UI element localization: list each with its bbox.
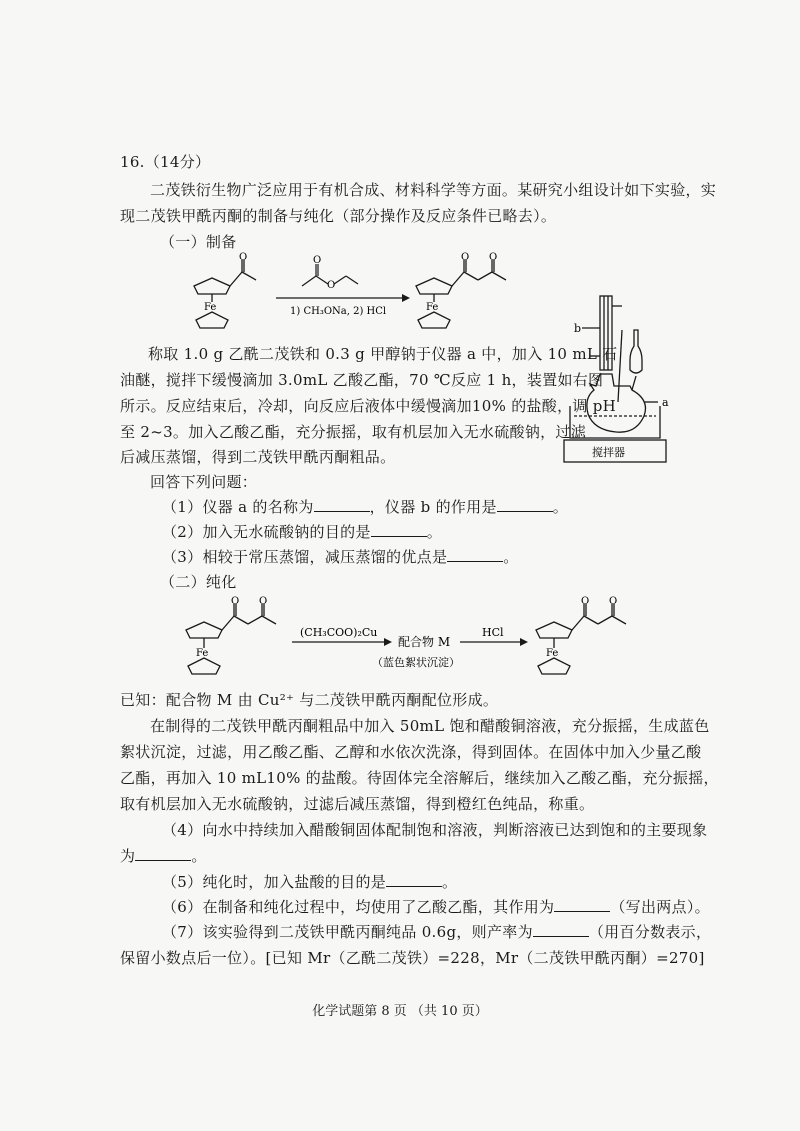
question-7-line-2: 保留小数点后一位）。[已知 Mr（乙酰二茂铁）=228，Mr（二茂铁甲酰丙酮）=270] bbox=[120, 949, 705, 967]
pure-product-structure bbox=[536, 604, 626, 674]
intermediate-m: 配合物 M bbox=[398, 635, 451, 649]
fe-label-s2-left: Fe bbox=[196, 648, 209, 659]
q6-end: （写出两点）。 bbox=[610, 898, 710, 916]
label-a: a bbox=[662, 396, 669, 409]
q2-blank[interactable] bbox=[371, 522, 427, 537]
ferrocenoylacetone-structure bbox=[416, 260, 506, 328]
procedure2-line-3: 乙酯，再加入 10 mL10% 的盐酸。待固体完全溶解后，继续加入乙酸乙酯，充分振摇， bbox=[120, 769, 719, 787]
q4-text: 为 bbox=[120, 847, 136, 865]
label-b: b bbox=[574, 322, 582, 335]
known-statement: 已知：配合物 M 由 Cu²⁺ 与二茂铁甲酰丙酮配位形成。 bbox=[120, 691, 499, 709]
procedure1-line-2: 油醚，搅拌下缓慢滴加 3.0mL 乙酸乙酯，70 ℃反应 1 h，装置如右图 bbox=[120, 371, 604, 389]
reaction-conditions: 1) CH₃ONa, 2) HCl bbox=[290, 306, 387, 317]
q1-text-b: ，仪器 b 的作用是 bbox=[369, 498, 497, 516]
part1-title: （一）制备 bbox=[160, 233, 237, 251]
question-4-line-2 bbox=[120, 846, 207, 866]
q6-blank[interactable] bbox=[554, 897, 610, 912]
reaction-scheme-1 bbox=[180, 252, 540, 338]
q6-text: （6）在制备和纯化过程中，均使用了乙酸乙酯，其作用为 bbox=[162, 898, 555, 916]
question-7-line-1 bbox=[162, 922, 711, 942]
stirrer-label: 搅拌器 bbox=[592, 446, 625, 459]
question-6 bbox=[162, 897, 710, 917]
carbonyl-o-right-2: O bbox=[489, 252, 498, 263]
procedure2-line-4: 取有机层加入无水硫酸钠，过滤后减压蒸馏，得到橙红色纯品，称重。 bbox=[120, 795, 595, 813]
procedure2-line-1: 在制得的二茂铁甲酰丙酮粗品中加入 50mL 饱和醋酸铜溶液，充分振摇，生成蓝色 bbox=[150, 717, 710, 735]
s2-o-right-2: O bbox=[609, 596, 618, 607]
acetylferrocene-structure bbox=[194, 260, 256, 328]
q5-blank[interactable] bbox=[386, 872, 442, 887]
ester-carbonyl-o: O bbox=[313, 255, 322, 266]
fe-label-s2-right: Fe bbox=[546, 648, 559, 659]
reagent-hcl: HCl bbox=[482, 626, 504, 639]
procedure1-line-5: 后减压蒸馏，得到二茂铁甲酰丙酮粗品。 bbox=[120, 448, 396, 466]
carbonyl-o-left: O bbox=[239, 252, 248, 263]
q4-end: 。 bbox=[191, 847, 207, 865]
q1-end: 。 bbox=[552, 498, 569, 516]
reaction-scheme-2 bbox=[180, 594, 640, 686]
q3-end: 。 bbox=[503, 548, 519, 566]
q2-end: 。 bbox=[426, 523, 443, 541]
q1-blank-a[interactable] bbox=[314, 497, 370, 512]
fe-label-left: Fe bbox=[204, 302, 217, 313]
q4-blank[interactable] bbox=[135, 846, 191, 861]
arrow-head-1 bbox=[402, 294, 410, 302]
q7-text-end: （用百分数表示， bbox=[588, 923, 712, 941]
arrow-head-2b bbox=[520, 638, 528, 646]
carbonyl-o-right-1: O bbox=[461, 252, 470, 263]
arrow-head-2a bbox=[384, 638, 392, 646]
intro-line-1: 二茂铁衍生物广泛应用于有机合成、材料科学等方面。某研究小组设计如下实验，实 bbox=[150, 181, 717, 199]
question-5 bbox=[162, 872, 457, 892]
procedure1-line-1: 称取 1.0 g 乙酰二茂铁和 0.3 g 甲醇钠于仪器 a 中，加入 10 mL 石 bbox=[148, 345, 618, 363]
question-3 bbox=[162, 547, 519, 567]
intro-line-2: 现二茂铁甲酰丙酮的制备与纯化（部分操作及反应条件已略去）。 bbox=[120, 207, 557, 225]
part2-title: （二）纯化 bbox=[160, 573, 237, 591]
s2-o-left-1: O bbox=[231, 596, 240, 607]
q7-blank[interactable] bbox=[533, 922, 589, 937]
q1-text-a: （1）仪器 a 的名称为 bbox=[162, 498, 314, 516]
question-header: 16.（14分） bbox=[120, 153, 211, 171]
q1-blank-b[interactable] bbox=[497, 497, 553, 512]
s2-o-left-2: O bbox=[259, 596, 268, 607]
q2-text: （2）加入无水硫酸钠的目的是 bbox=[162, 523, 371, 541]
q5-end: 。 bbox=[442, 873, 458, 891]
page-footer: 化学试题第 8 页 （共 10 页） bbox=[312, 1004, 488, 1019]
procedure2-line-2: 絮状沉淀，过滤，用乙酸乙酯、乙醇和水依次洗涤，得到固体。在固体中加入少量乙酸 bbox=[120, 743, 702, 761]
q5-text: （5）纯化时，加入盐酸的目的是 bbox=[162, 873, 387, 891]
q3-blank[interactable] bbox=[447, 547, 503, 562]
procedure1-line-4: 至 2~3。加入乙酸乙酯，充分振摇，取有机层加入无水硫酸钠，过滤 bbox=[120, 423, 587, 441]
answer-prompt: 回答下列问题： bbox=[150, 473, 258, 491]
question-1 bbox=[162, 497, 568, 517]
s2-o-right-1: O bbox=[581, 596, 590, 607]
intermediate-note: （蓝色絮状沉淀） bbox=[372, 656, 460, 669]
question-2 bbox=[162, 522, 442, 542]
fe-label-right: Fe bbox=[426, 302, 439, 313]
q3-text: （3）相较于常压蒸馏，减压蒸馏的优点是 bbox=[162, 548, 448, 566]
question-4-line-1: （4）向水中持续加入醋酸铜固体配制饱和溶液，判断溶液已达到饱和的主要现象 bbox=[162, 821, 708, 839]
dropping-funnel bbox=[630, 330, 642, 373]
ester-o: O bbox=[327, 280, 336, 291]
crude-product-structure bbox=[186, 604, 276, 674]
procedure1-line-3: 所示。反应结束后，冷却，向反应后液体中缓慢滴加10% 的盐酸，调 pH bbox=[120, 397, 617, 415]
reagent-copper-acetate: (CH₃COO)₂Cu bbox=[300, 626, 378, 639]
q7-text: （7）该实验得到二茂铁甲酰丙酮纯品 0.6g，则产率为 bbox=[162, 923, 533, 941]
